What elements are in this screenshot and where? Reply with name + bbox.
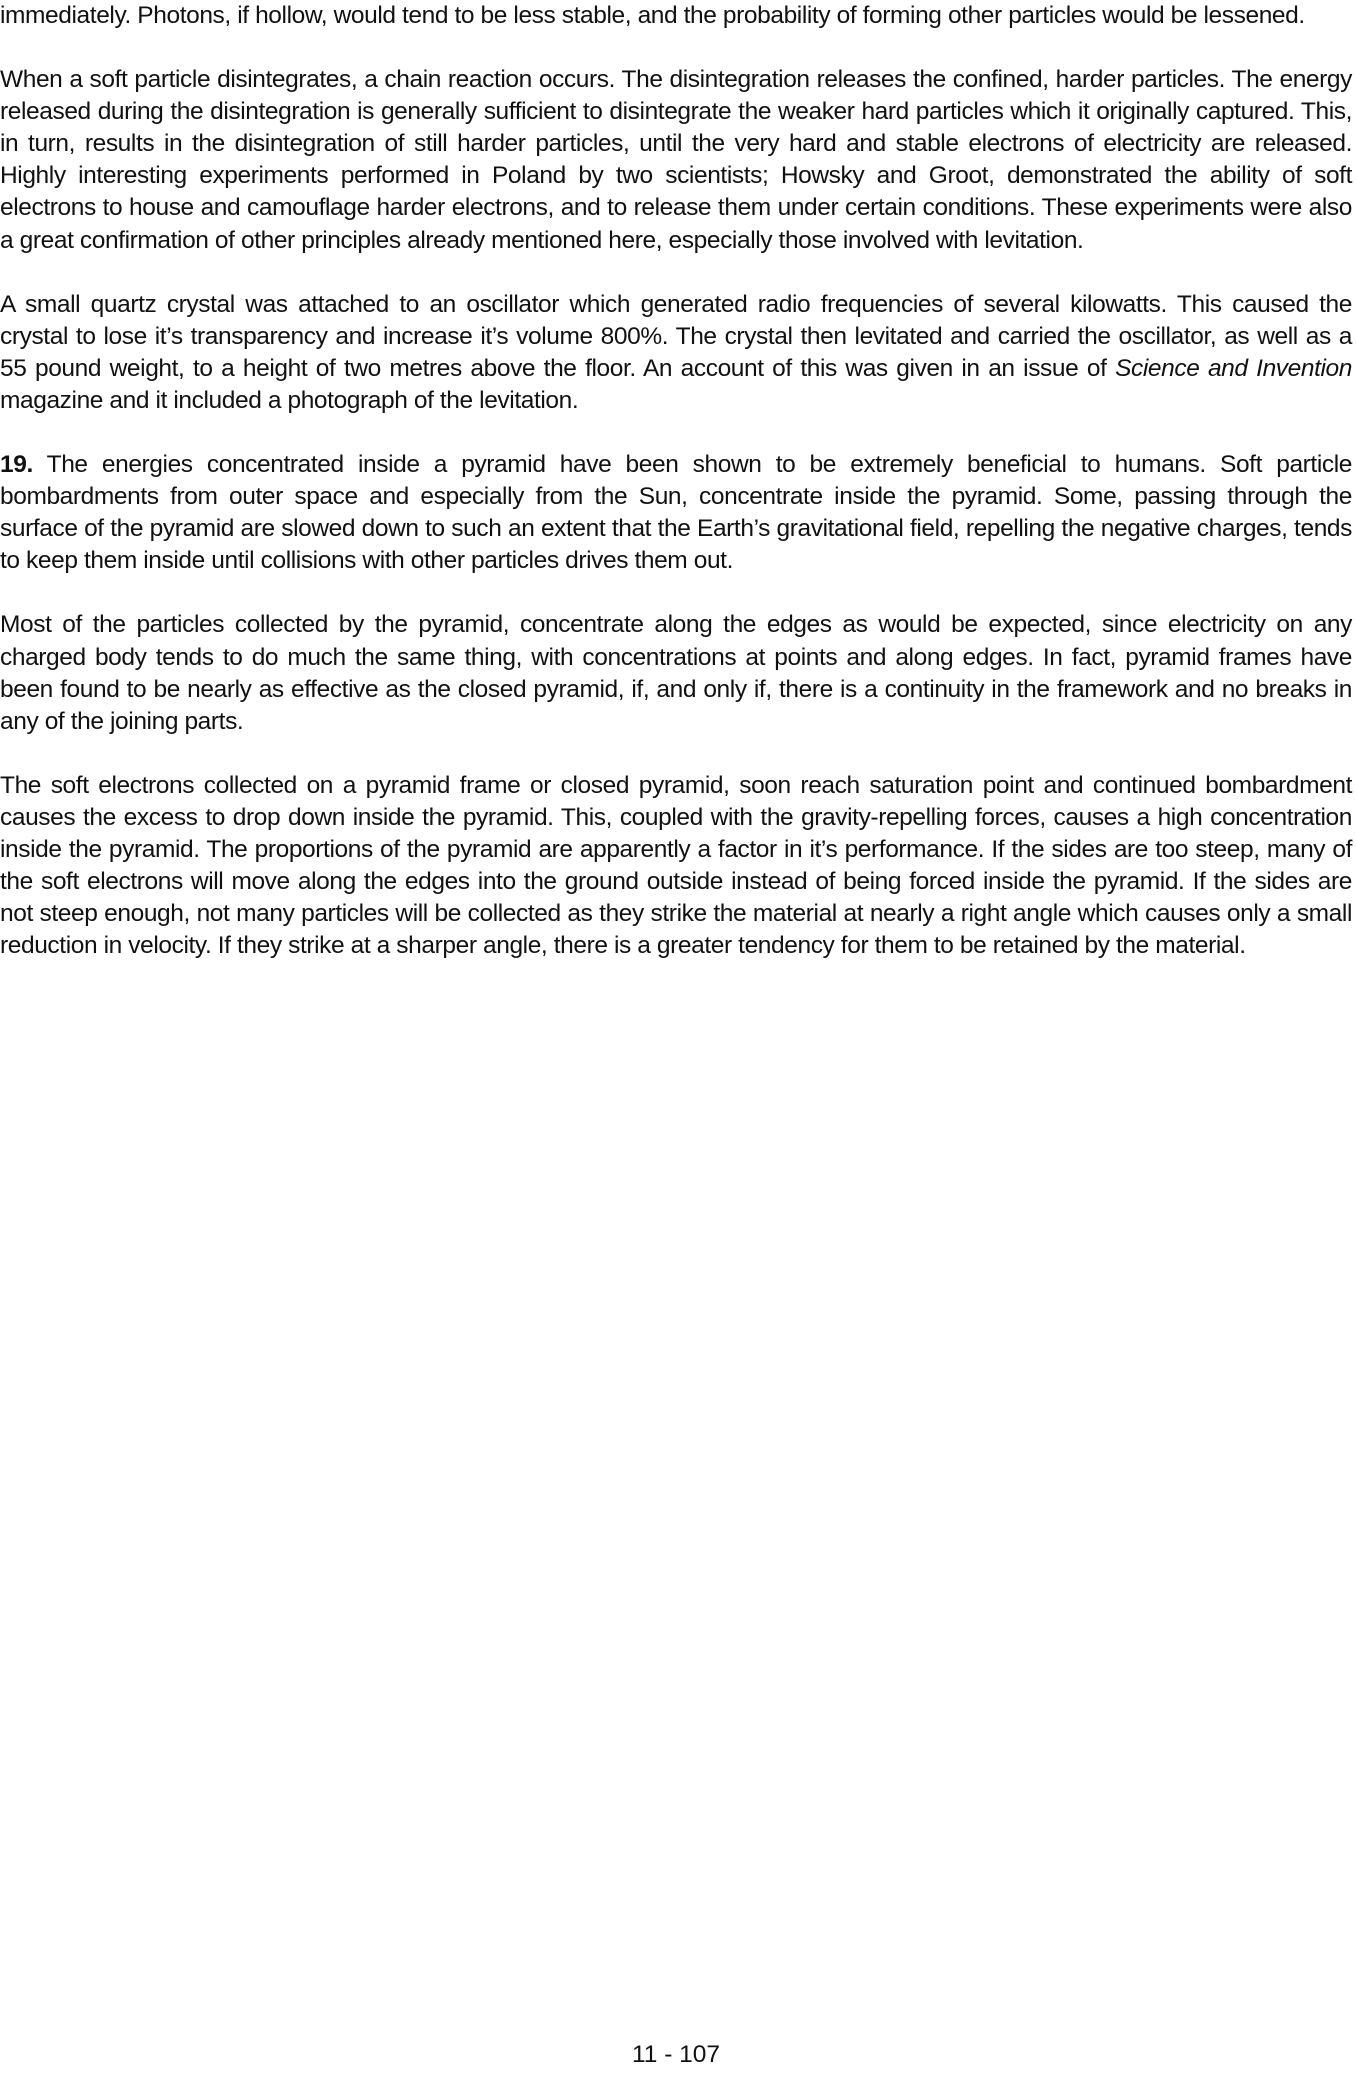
paragraph-pyramid-edges: Most of the particles collected by the pyramid, concentrate along the edges as would be expected, since electricity on any charged body tends to do much the same thing, with concentrations at points and along edges. In fact, pyramid frames have been found to be nearly as effective as the closed pyramid, if, and only if, there is a continuity in the framework and no breaks in any of the joining parts. bbox=[0, 611, 1352, 735]
section-number: 19. bbox=[0, 451, 33, 479]
magazine-title: Science and Invention bbox=[1115, 354, 1352, 382]
paragraph-text: A small quartz crystal was attached to an oscillator which generated radio frequencies of several kilowatts. This caused the crystal to lose it’s transparency and increase it’s volume 800%. The crystal then levitated and carried the oscillator, as well as a 55 pound weight, to a height of two metres above the floor. An account of this was given in an issue of bbox=[0, 290, 1352, 382]
paragraph-text: The energies concentrated inside a pyramid have been shown to be extremely beneficial to humans. Soft particle bombardments from outer space and especially from the Sun, concentrate inside the pyramid. Some, passing through the surface of the pyramid are slowed down to such an extent that the Earth’s gravitational field, repelling the negative charges, tends to keep them inside until collisions with other particles drives them out. bbox=[0, 451, 1352, 575]
page-number: 11 - 107 bbox=[631, 2041, 721, 2068]
paragraph-19-pyramid-energies bbox=[0, 449, 1352, 577]
paragraph-saturation: The soft electrons collected on a pyramid frame or closed pyramid, soon reach saturation point and continued bombardment causes the excess to drop down inside the pyramid. This, coupled with the gravity-repelling forces, causes a high concentration inside the pyramid. The proportions of the pyramid are apparently a factor in it’s performance. If the sides are too steep, many of the soft electrons will move along the edges into the ground outside instead of being forced inside the pyramid. If the sides are not steep enough, not many particles will be collected as they strike the material at nearly a right angle which causes only a small reduction in velocity. If they strike at a sharper angle, there is a greater tendency for them to be retained by the material. bbox=[0, 771, 1352, 960]
paragraph-text: magazine and it included a photograph of the levitation. bbox=[0, 386, 579, 414]
body-text bbox=[0, 0, 1352, 994]
paragraph-chain-reaction: When a soft particle disintegrates, a chain reaction occurs. The disintegration releases the confined, harder particles. The energy released during the disintegration is generally sufficient to disintegrate the weaker hard particles which it originally captured. This, in turn, results in the disintegration of still harder particles, until the very hard and stable electrons of electricity are released. Highly interesting experiments performed in Poland by two scientists; Howsky and Groot, demonstrated the ability of soft electrons to house and camouflage harder electrons, and to release them under certain conditions. These experiments were also a great confirmation of other principles already mentioned here, especially those involved with levitation. bbox=[0, 66, 1352, 254]
paragraph-quartz-crystal bbox=[0, 289, 1352, 417]
paragraph-photons-continuation: immediately. Photons, if hollow, would tend to be less stable, and the probability of forming other particles would be lessened. bbox=[0, 2, 1305, 29]
